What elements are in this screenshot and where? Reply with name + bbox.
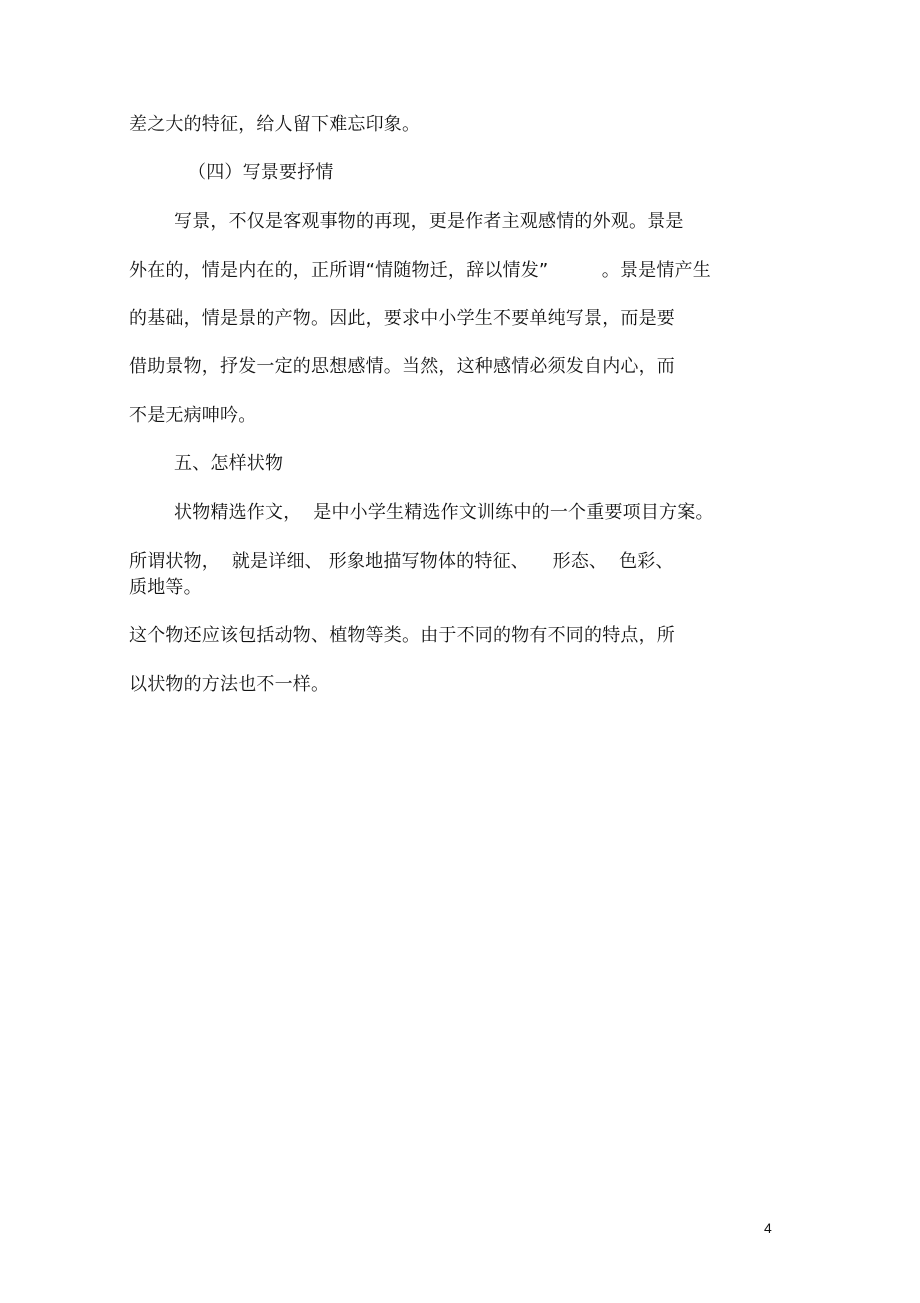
section-heading: （四）写景要抒情 — [188, 162, 334, 183]
text-line: 的基础，情是景的产物。因此，要求中小学生不要单纯写景，而是要 — [129, 308, 675, 329]
text-line: 差之大的特征，给人留下难忘印象。 — [129, 114, 421, 135]
text-line: 借助景物，抒发一定的思想感情。当然，这种感情必须发自内心，而 — [129, 356, 675, 377]
text-line: 不是无病呻吟。 — [129, 405, 257, 426]
text-line: 质地等。 — [129, 577, 202, 598]
text-line: 外在的，情是内在的，正所谓“情随物迁，辞以情发” 。景是情产生 — [129, 260, 711, 281]
text-line: 写景，不仅是客观事物的再现，更是作者主观感情的外观。景是 — [174, 211, 684, 232]
text-line: 这个物还应该包括动物、植物等类。由于不同的物有不同的特点，所 — [129, 625, 675, 646]
section-heading: 五、怎样状物 — [174, 453, 284, 474]
text-line: 所谓状物， 就是详细、 形象地描写物体的特征、 形态、 色彩、 — [129, 551, 674, 572]
text-line: 状物精选作文， 是中小学生精选作文训练中的一个重要项目方案。 — [174, 502, 714, 523]
text-line: 以状物的方法也不一样。 — [129, 674, 330, 695]
page-number: 4 — [764, 1220, 772, 1236]
